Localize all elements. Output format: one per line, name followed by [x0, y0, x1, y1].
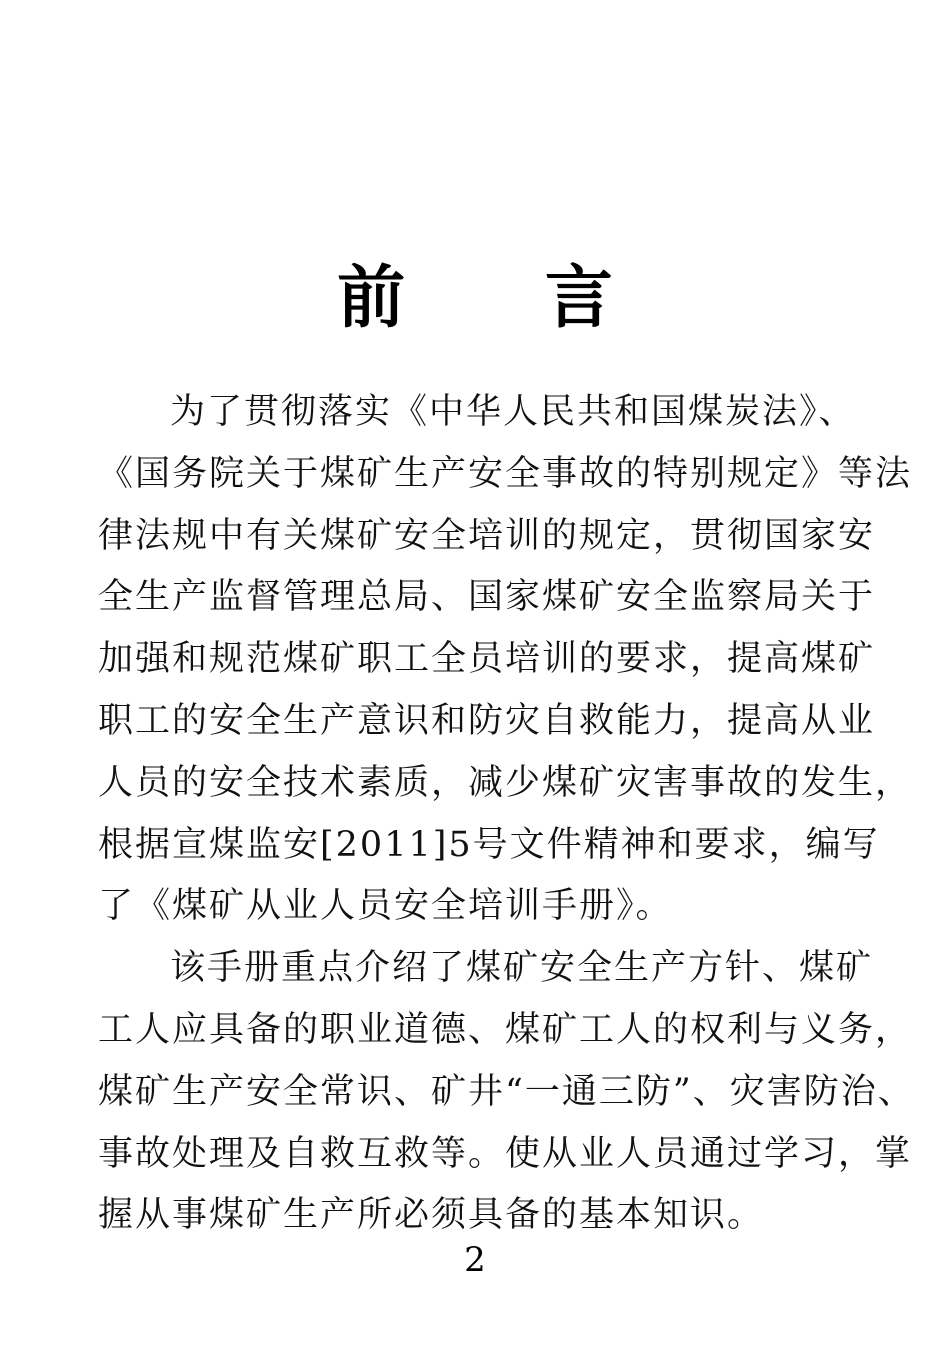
paragraph-2-line-2: 工人应具备的职业道德、煤矿工人的权利与义务， [98, 1009, 913, 1050]
paragraph-1-line-5: 加强和规范煤矿职工全员培训的要求，提高煤矿 [98, 639, 876, 680]
paragraph-1-line-9: 了《煤矿从业人员安全培训手册》。 [98, 886, 673, 927]
paragraph-2-line-3: 煤矿生产安全常识、矿井“一通三防”、灾害防治、 [98, 1071, 915, 1112]
paragraph-1-line-3: 律法规中有关煤矿安全培训的规定，贯彻国家安 [98, 515, 876, 556]
paragraph-1-line-2: 《国务院关于煤矿生产安全事故的特别规定》等法 [98, 453, 913, 494]
paragraph-1-line-8: 根据宣煤监安[2011]5号文件精神和要求，编写 [98, 824, 880, 865]
page-number: 2 [464, 1240, 486, 1280]
paragraph-1-line-6: 职工的安全生产意识和防灾自救能力，提高从业 [98, 700, 876, 741]
paragraph-1-line-1: 为了贯彻落实《中华人民共和国煤炭法》、 [170, 392, 856, 432]
paragraph-1-line-7: 人员的安全技术素质，减少煤矿灾害事故的发生， [98, 762, 913, 803]
paragraph-1-line-4: 全生产监督管理总局、国家煤矿安全监察局关于 [98, 577, 876, 618]
preface-body [98, 382, 915, 1247]
paragraph-2-line-1: 该手册重点介绍了煤矿安全生产方针、煤矿 [170, 948, 874, 989]
paragraph-2-line-5: 握从事煤矿生产所必须具备的基本知识。 [98, 1195, 765, 1236]
page-title: 前 言 [337, 258, 671, 338]
paragraph-2-line-4: 事故处理及自救互救等。使从业人员通过学习，掌 [98, 1133, 913, 1174]
